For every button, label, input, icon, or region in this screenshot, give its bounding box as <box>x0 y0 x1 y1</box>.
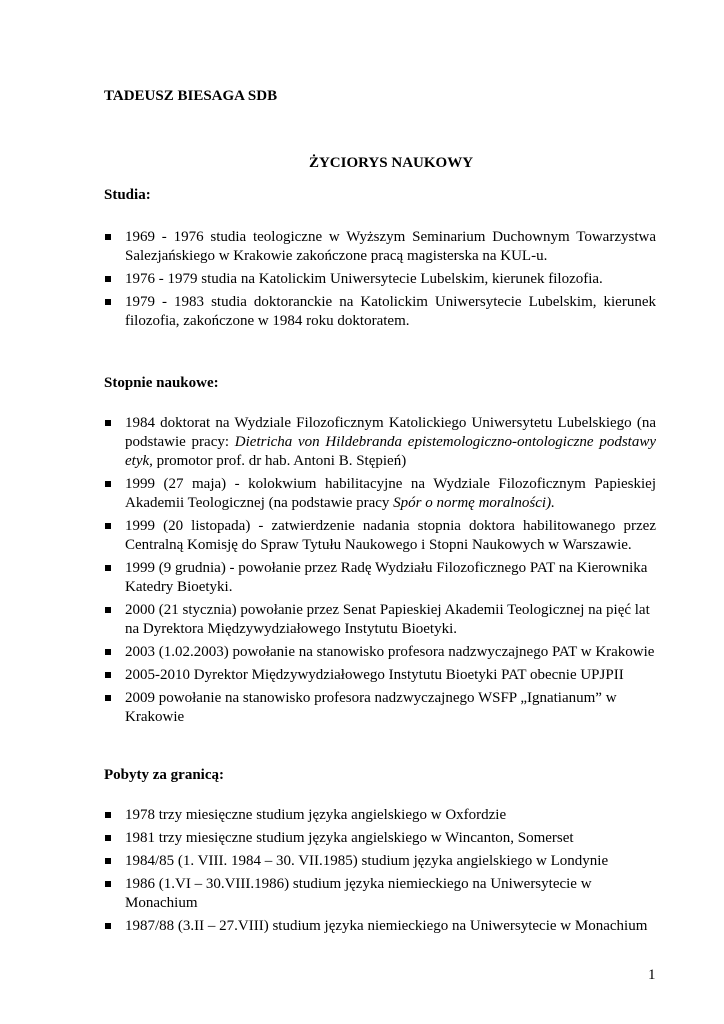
bullet-icon <box>105 276 111 282</box>
studies-list <box>104 228 656 335</box>
bullet-icon <box>105 835 111 841</box>
list-item <box>104 852 656 871</box>
list-item <box>104 293 656 331</box>
list-item-text: 2003 (1.02.2003) powołanie na stanowisko profesora nadzwyczajnego PAT w Krakowie <box>125 644 655 660</box>
list-item <box>104 475 656 513</box>
list-item <box>104 689 656 727</box>
list-item-text: 2005-2010 Dyrektor Międzywydziałowego Instytutu Bioetyki PAT obecnie UPJPII <box>125 667 624 683</box>
degrees-list <box>104 414 656 731</box>
page-number: 1 <box>648 967 656 983</box>
list-item-text: 1987/88 (3.II – 27.VIII) studium języka niemieckiego na Uniwersytecie w Monachium <box>125 918 648 934</box>
bullet-icon <box>105 523 111 529</box>
document-title: ŻYCIORYS NAUKOWY <box>308 155 474 171</box>
bullet-icon <box>105 812 111 818</box>
list-item <box>104 917 656 936</box>
bullet-icon <box>105 299 111 305</box>
list-item-text: 1999 (9 grudnia) - powołanie przez Radę Wydziału Filozoficznego PAT na Kierownika Katedry Bioetyki. <box>125 560 648 595</box>
list-item-text: 1999 (20 listopada) - zatwierdzenie nadania stopnia doktora habilitowanego przez Centralną Komisję do Spraw Tytułu Naukowego i Stopni Naukowych w Warszawie. <box>125 518 656 553</box>
bullet-icon <box>105 607 111 613</box>
list-item <box>104 270 656 289</box>
list-item-text: 1969 - 1976 studia teologiczne w Wyższym Seminarium Duchownym Towarzystwa Salezjańskiego w Krakowie zakończone pracą magisterska na KUL-u. <box>125 229 656 264</box>
list-item <box>104 829 656 848</box>
section-heading-studia: Studia: <box>104 187 151 203</box>
list-item-text: 1984/85 (1. VIII. 1984 – 30. VII.1985) studium języka angielskiego w Londynie <box>125 853 609 869</box>
bullet-icon <box>105 695 111 701</box>
bullet-icon <box>105 672 111 678</box>
bullet-icon <box>105 858 111 864</box>
bullet-icon <box>105 420 111 426</box>
list-item <box>104 643 656 662</box>
list-item <box>104 414 656 471</box>
bullet-icon <box>105 649 111 655</box>
bullet-icon <box>105 881 111 887</box>
list-item <box>104 601 656 639</box>
list-item-italic-text: Spór o normę moralności). <box>393 495 555 511</box>
list-item-text: 2000 (21 stycznia) powołanie przez Senat Papieskiej Akademii Teologicznej na pięć lat na Dyrektora Międzywydziałowego Instytutu Bioetyki. <box>125 602 650 637</box>
list-item <box>104 559 656 597</box>
bullet-icon <box>105 923 111 929</box>
list-item-italic-text: Dietricha von Hildebranda epistemologiczno-ontologiczne podstawy etyk, <box>125 434 656 469</box>
list-item-text: 1984 doktorat na Wydziale Filozoficznym Katolickiego Uniwersytetu Lubelskiego (na podstawie pracy: <box>125 415 656 450</box>
list-item <box>104 517 656 555</box>
section-heading-degrees: Stopnie naukowe: <box>104 375 219 391</box>
bullet-icon <box>105 481 111 487</box>
stays-abroad-list <box>104 806 656 940</box>
list-item-text: 1976 - 1979 studia na Katolickim Uniwersytecie Lubelskim, kierunek filozofia. <box>125 271 603 287</box>
list-item-text: 1978 trzy miesięczne studium języka angielskiego w Oxfordzie <box>125 807 507 823</box>
list-item <box>104 666 656 685</box>
list-item <box>104 228 656 266</box>
bullet-icon <box>105 234 111 240</box>
list-item <box>104 875 656 913</box>
list-item-text: promotor prof. dr hab. Antoni B. Stępień) <box>152 453 407 469</box>
list-item <box>104 806 656 825</box>
bullet-icon <box>105 565 111 571</box>
list-item-text: 1999 (27 maja) - kolokwium habilitacyjne na Wydziale Filozoficznym Papieskiej Akademii Teologicznej (na podstawie pracy <box>125 476 656 511</box>
list-item-text: 2009 powołanie na stanowisko profesora nadzwyczajnego WSFP „Ignatianum” w Krakowie <box>125 690 617 725</box>
author-name: TADEUSZ BIESAGA SDB <box>104 88 278 104</box>
list-item-text: 1979 - 1983 studia doktoranckie na Katolickim Uniwersytecie Lubelskim, kierunek filozofia, zakończone w 1984 roku doktoratem. <box>125 294 656 329</box>
list-item-text: 1986 (1.VI – 30.VIII.1986) studium języka niemieckiego na Uniwersytecie w Monachium <box>125 876 592 911</box>
list-item-text: 1981 trzy miesięczne studium języka angielskiego w Wincanton, Somerset <box>125 830 574 846</box>
section-heading-stays-abroad: Pobyty za granicą: <box>104 767 224 783</box>
